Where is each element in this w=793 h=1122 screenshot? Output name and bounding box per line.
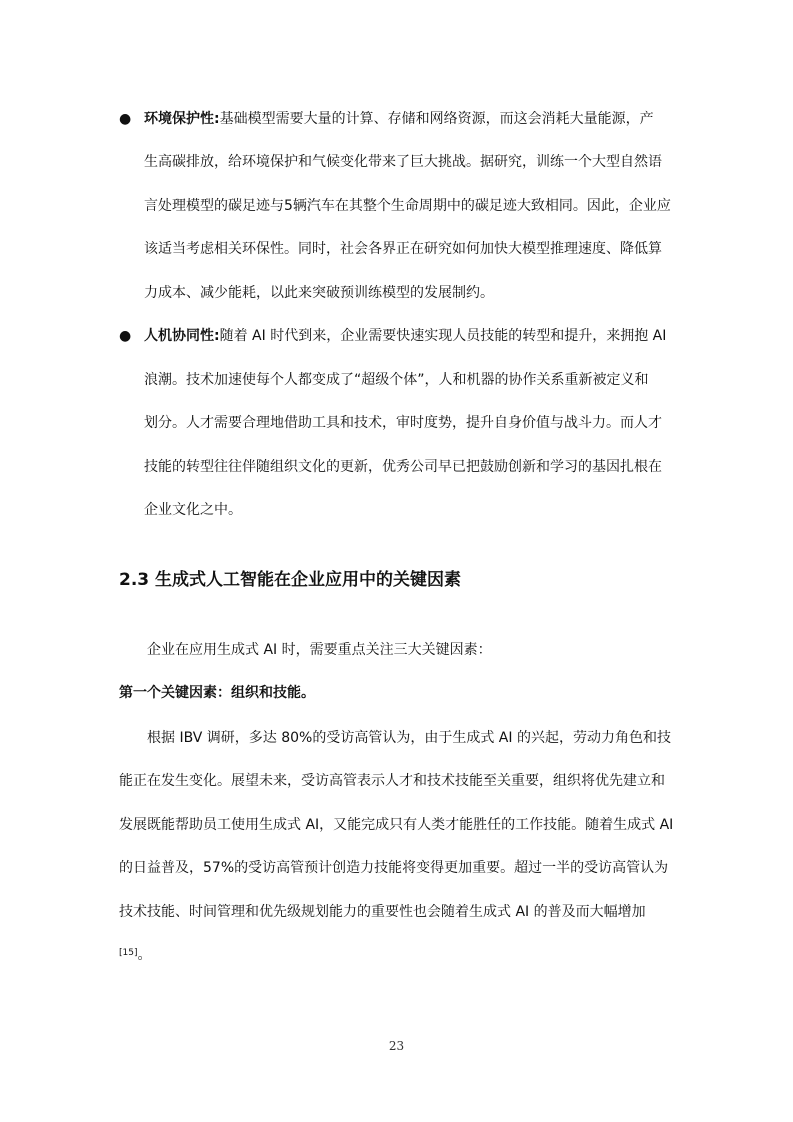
paragraph-line: 技术技能、时间管理和优先级规划能力的重要性也会随着生成式 AI 的普及而大幅增加 <box>119 904 646 920</box>
paragraph-line: 环境保护性:基础模型需要大量的计算、存储和网络资源，而这会消耗大量能源，产 <box>144 111 654 127</box>
paragraph-line: 力成本、减少能耗，以此来突破预训练模型的发展制约。 <box>144 285 494 301</box>
paragraph-line: 浪潮。技术加速使每个人都变成了“超级个体”，人和机器的协作关系重新被定义和 <box>144 372 649 388</box>
bullet-title: 人机协同性: <box>144 328 220 344</box>
bullet-marker: ● <box>119 328 132 344</box>
bullet-title: 环境保护性: <box>144 111 220 127</box>
paragraph-line: 发展既能帮助员工使用生成式 AI，又能完成只有人类才能胜任的工作技能。随着生成式 AI <box>119 817 674 833</box>
citation-line: [15]。 <box>119 947 152 963</box>
paragraph-line: 划分。人才需要合理地借助工具和技术，审时度势，提升自身价值与战斗力。而人才 <box>144 415 662 431</box>
paragraph-line: 技能的转型往往伴随组织文化的更新，优秀公司早已把鼓励创新和学习的基因扎根在 <box>144 459 662 475</box>
paragraph-line: 该适当考虑相关环保性。同时，社会各界正在研究如何加快大模型推理速度、降低算 <box>144 241 662 257</box>
intro-paragraph: 企业在应用生成式 AI 时，需要重点关注三大关键因素： <box>147 642 492 658</box>
paragraph-line: 的日益普及，57%的受访高管预计创造力技能将变得更加重要。超过一半的受访高管认为 <box>119 860 669 876</box>
page-number: 23 <box>388 1039 405 1053</box>
citation-ref[interactable]: [15] <box>119 948 138 958</box>
paragraph-line: 企业文化之中。 <box>144 502 242 518</box>
section-heading: 2.3 生成式人工智能在企业应用中的关键因素 <box>119 570 462 590</box>
bullet-marker: ● <box>119 111 132 127</box>
paragraph-line: 根据 IBV 调研，多达 80%的受访高管认为，由于生成式 AI 的兴起，劳动力角色和技 <box>147 730 671 746</box>
paragraph-line: 言处理模型的碳足迹与5辆汽车在其整个生命周期中的碳足迹大致相同。因此，企业应 <box>144 198 671 214</box>
paragraph-line: 能正在发生变化。展望未来，受访高管表示人才和技术技能至关重要，组织将优先建立和 <box>119 773 665 789</box>
factor-title: 第一个关键因素：组织和技能。 <box>119 685 315 701</box>
paragraph-line: 人机协同性:随着 AI 时代到来，企业需要快速实现人员技能的转型和提升，来拥抱 AI <box>144 328 667 344</box>
paragraph-line: 生高碳排放，给环境保护和气候变化带来了巨大挑战。据研究，训练一个大型自然语 <box>144 154 662 170</box>
